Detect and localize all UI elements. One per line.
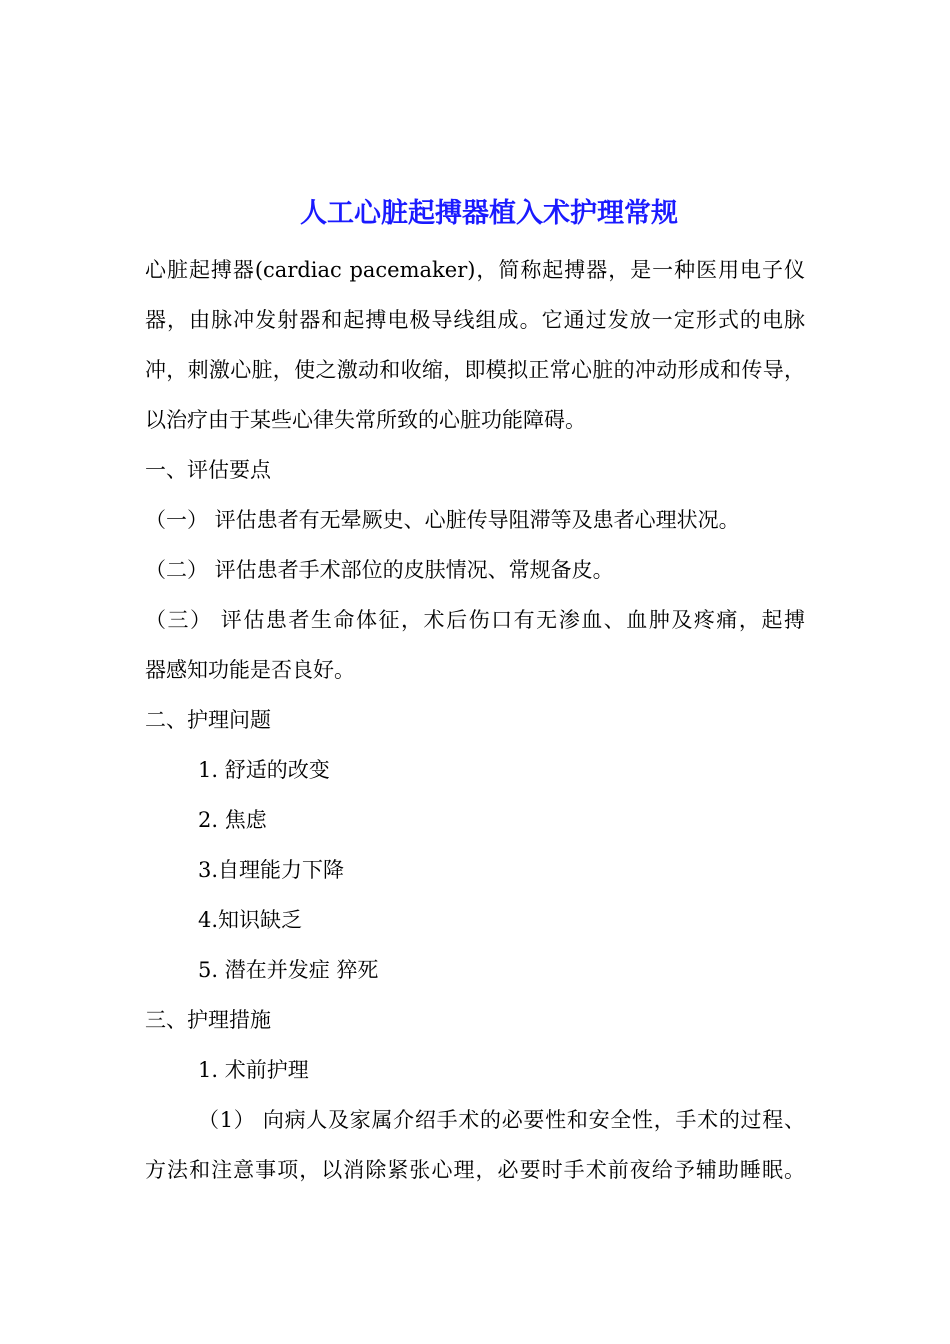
section-2-item-3: 3.自理能力下降 bbox=[198, 858, 345, 882]
section-3-para-line-1: （1） 向病人及家属介绍手术的必要性和安全性，手术的过程、 bbox=[198, 1108, 805, 1132]
section-2-item-1: 1. 舒适的改变 bbox=[198, 758, 330, 782]
section-3-subheading: 1. 术前护理 bbox=[198, 1058, 309, 1082]
section-3-heading: 三、护理措施 bbox=[145, 1008, 271, 1032]
section-2-item-5: 5. 潜在并发症 猝死 bbox=[198, 958, 379, 982]
section-2-item-2: 2. 焦虑 bbox=[198, 808, 267, 832]
intro-line-1: 心脏起搏器(cardiac pacemaker)，简称起搏器，是一种医用电子仪 bbox=[145, 258, 805, 282]
section-1-item-3-cont: 器感知功能是否良好。 bbox=[145, 658, 355, 682]
section-1-item-2: （二） 评估患者手术部位的皮肤情况、常规备皮。 bbox=[145, 558, 614, 582]
intro-line-3: 冲，刺激心脏，使之激动和收缩，即模拟正常心脏的冲动形成和传导， bbox=[145, 358, 805, 382]
section-2-heading: 二、护理问题 bbox=[145, 708, 271, 732]
document-title: 人工心脏起搏器植入术护理常规 bbox=[300, 198, 678, 229]
section-1-heading: 一、评估要点 bbox=[145, 458, 271, 482]
section-3-para-line-2: 方法和注意事项，以消除紧张心理，必要时手术前夜给予辅助睡眠。 bbox=[145, 1158, 805, 1182]
intro-line-4: 以治疗由于某些心律失常所致的心脏功能障碍。 bbox=[145, 408, 586, 432]
section-1-item-1: （一） 评估患者有无晕厥史、心脏传导阻滞等及患者心理状况。 bbox=[145, 508, 740, 532]
section-1-item-3: （三） 评估患者生命体征，术后伤口有无渗血、血肿及疼痛，起搏 bbox=[145, 608, 805, 632]
section-2-item-4: 4.知识缺乏 bbox=[198, 908, 303, 932]
intro-line-2: 器，由脉冲发射器和起搏电极导线组成。它通过发放一定形式的电脉 bbox=[145, 308, 805, 332]
